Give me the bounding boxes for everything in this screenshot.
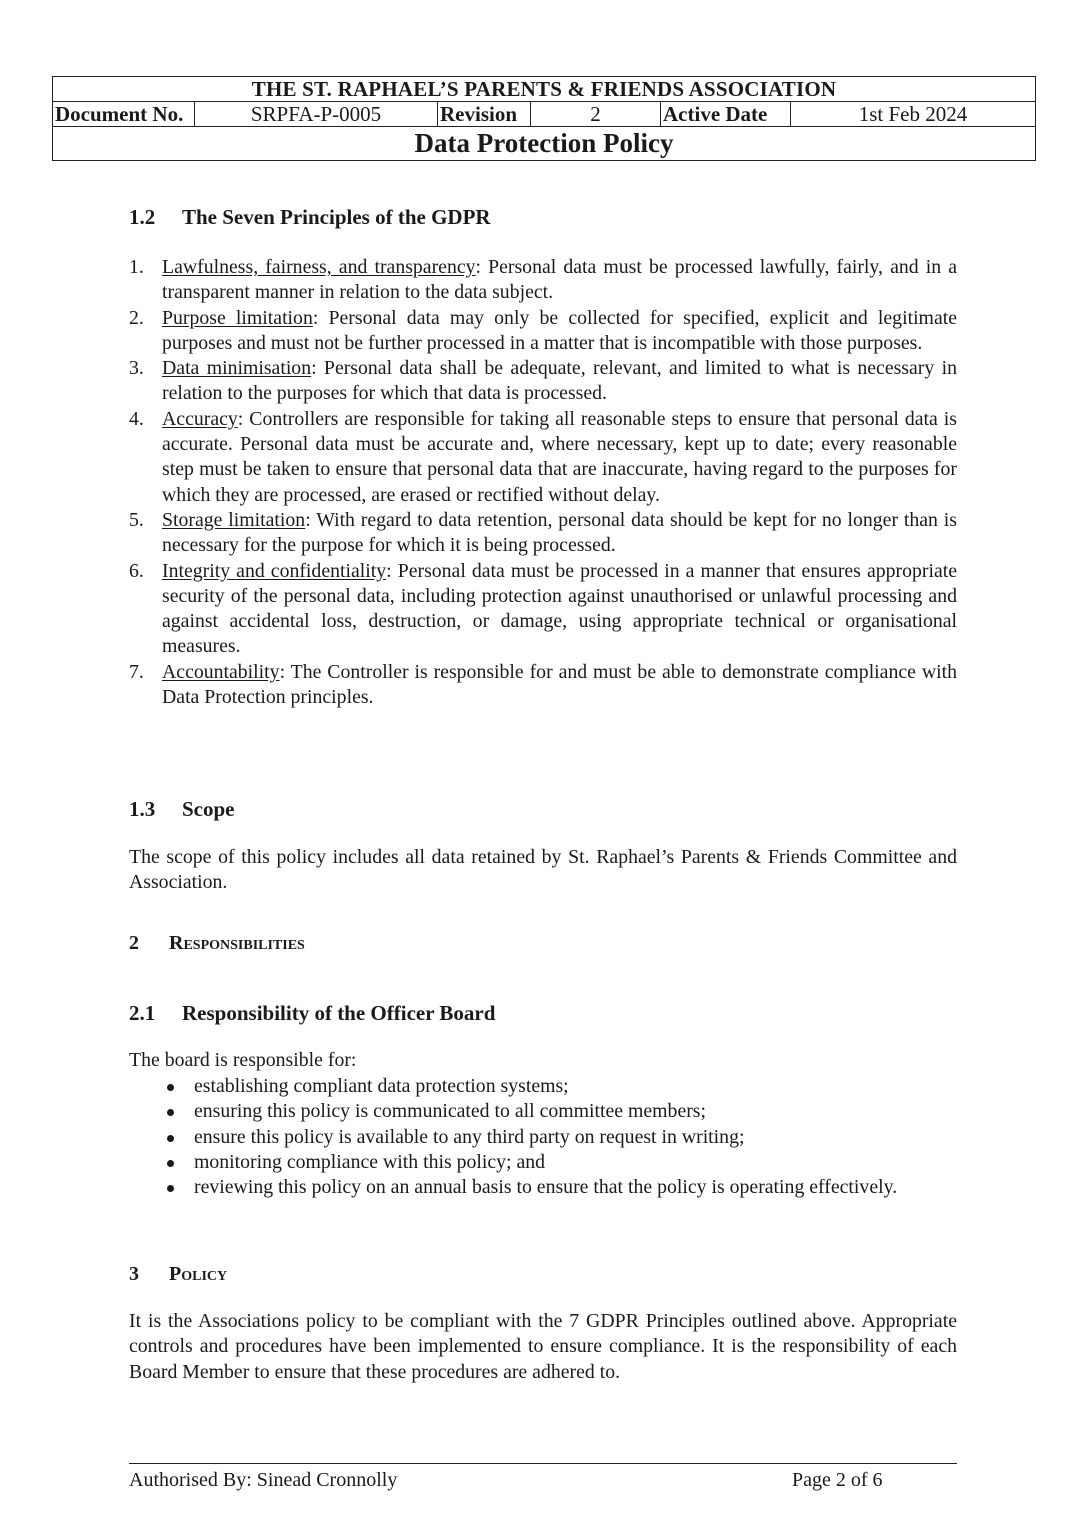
footer-divider xyxy=(129,1463,957,1464)
principle-description: : Personal data must be processed in a manner that ensures appropriate security of the personal data, including protection against unauthorised or unlawful processing and against accidental loss, destruction, or damage, using appropriate technical or organisational measures. xyxy=(162,559,958,658)
section-heading-policy xyxy=(129,1261,227,1287)
section-number: 2.1 xyxy=(129,1001,156,1025)
officer-board-intro: The board is responsible for: xyxy=(129,1049,357,1071)
responsibility-item: ensure this policy is available to any third party on request in writing; xyxy=(129,1125,957,1150)
footer-authorised-by: Authorised By: Sinead Cronnolly xyxy=(129,1469,398,1491)
principle-number: 4. xyxy=(129,407,144,430)
principle-item xyxy=(129,407,957,508)
scope-paragraph: The scope of this policy includes all data retained by St. Raphael’s Parents & Friends Committee and Association. xyxy=(129,846,957,894)
organization-name: THE ST. RAPHAEL’S PARENTS & FRIENDS ASSOCIATION xyxy=(53,77,1036,102)
document-number-value: SRPFA-P-0005 xyxy=(195,102,438,127)
principle-item xyxy=(129,255,957,306)
section-heading-principles xyxy=(129,204,491,230)
principle-description: : Controllers are responsible for taking all reasonable steps to ensure that personal data is accurate. Personal data must be accurate and, where necessary, kept up to date; every reasonable step must be taken to ensure that personal data that are inaccurate, having regard to the purposes for which they are processed, are erased or rectified without delay. xyxy=(162,407,957,506)
section-title: Scope xyxy=(182,797,235,821)
principle-number: 6. xyxy=(129,559,144,582)
section-heading-officer-board xyxy=(129,1000,495,1026)
principle-number: 3. xyxy=(129,357,144,380)
principle-description: : Personal data may only be collected for specified, explicit and legitimate purposes and must not be further processed in a matter that is incompatible with those purposes. xyxy=(162,306,958,354)
principle-item xyxy=(129,356,957,407)
principle-item xyxy=(129,660,957,711)
responsibility-item: ensuring this policy is communicated to all committee members; xyxy=(129,1099,957,1124)
principle-number: 2. xyxy=(129,306,144,329)
section-title: The Seven Principles of the GDPR xyxy=(182,205,491,229)
footer-page-number: Page 2 of 6 xyxy=(792,1469,883,1491)
principle-description: : The Controller is responsible for and must be able to demonstrate compliance with Data Protection principles. xyxy=(162,660,957,709)
responsibility-item: reviewing this policy on an annual basis to ensure that the policy is operating effectively. xyxy=(129,1175,957,1200)
principle-number: 7. xyxy=(129,660,144,683)
section-heading-responsibilities xyxy=(129,930,305,956)
principle-term: Storage limitation xyxy=(162,508,306,531)
document-title: Data Protection Policy xyxy=(53,127,1036,161)
responsibility-item: monitoring compliance with this policy; and xyxy=(129,1150,957,1175)
active-date-label: Active Date xyxy=(661,102,791,127)
officer-board-list xyxy=(129,1074,957,1200)
document-header-table xyxy=(52,76,1036,161)
principle-term: Lawfulness, fairness, and transparency xyxy=(162,256,476,278)
section-number: 1.2 xyxy=(129,205,156,229)
principle-term: Accountability xyxy=(162,660,280,683)
revision-label: Revision xyxy=(438,102,531,127)
principle-term: Data minimisation xyxy=(162,357,312,380)
principles-list xyxy=(129,255,957,710)
responsibility-item: establishing compliant data protection systems; xyxy=(129,1074,957,1099)
principle-item xyxy=(129,559,957,660)
principle-term: Accuracy xyxy=(162,407,238,430)
principle-description: : Personal data shall be adequate, relevant, and limited to what is necessary in relation to the purposes for which that data is processed. xyxy=(162,357,957,405)
section-number: 1.3 xyxy=(129,797,156,821)
principle-term: Purpose limitation xyxy=(162,306,313,329)
section-number: 3 xyxy=(129,1263,139,1285)
principle-term: Integrity and confidentiality xyxy=(162,559,387,582)
section-title: Responsibilities xyxy=(169,932,305,954)
document-number-label: Document No. xyxy=(53,102,195,127)
active-date-value: 1st Feb 2024 xyxy=(791,102,1036,127)
principle-number: 1. xyxy=(129,256,144,278)
section-title: Responsibility of the Officer Board xyxy=(182,1001,496,1025)
principle-item xyxy=(129,508,957,559)
revision-value: 2 xyxy=(531,102,661,127)
principle-item xyxy=(129,306,957,357)
principle-number: 5. xyxy=(129,508,144,531)
section-title: Policy xyxy=(169,1263,228,1285)
policy-paragraph: It is the Associations policy to be compliant with the 7 GDPR Principles outlined above. Appropriate controls and procedures have been implemented to ensure compliance. It is the responsibility of each Board Member to ensure that these procedures are adhered to. xyxy=(129,1310,957,1383)
section-number: 2 xyxy=(129,932,139,954)
principle-description: : With regard to data retention, personal data should be kept for no longer than is necessary for the purpose for which it is being processed. xyxy=(162,508,957,557)
principle-description: : Personal data must be processed lawfully, fairly, and in a transparent manner in relation to the data subject. xyxy=(162,256,958,304)
section-heading-scope xyxy=(129,796,235,822)
